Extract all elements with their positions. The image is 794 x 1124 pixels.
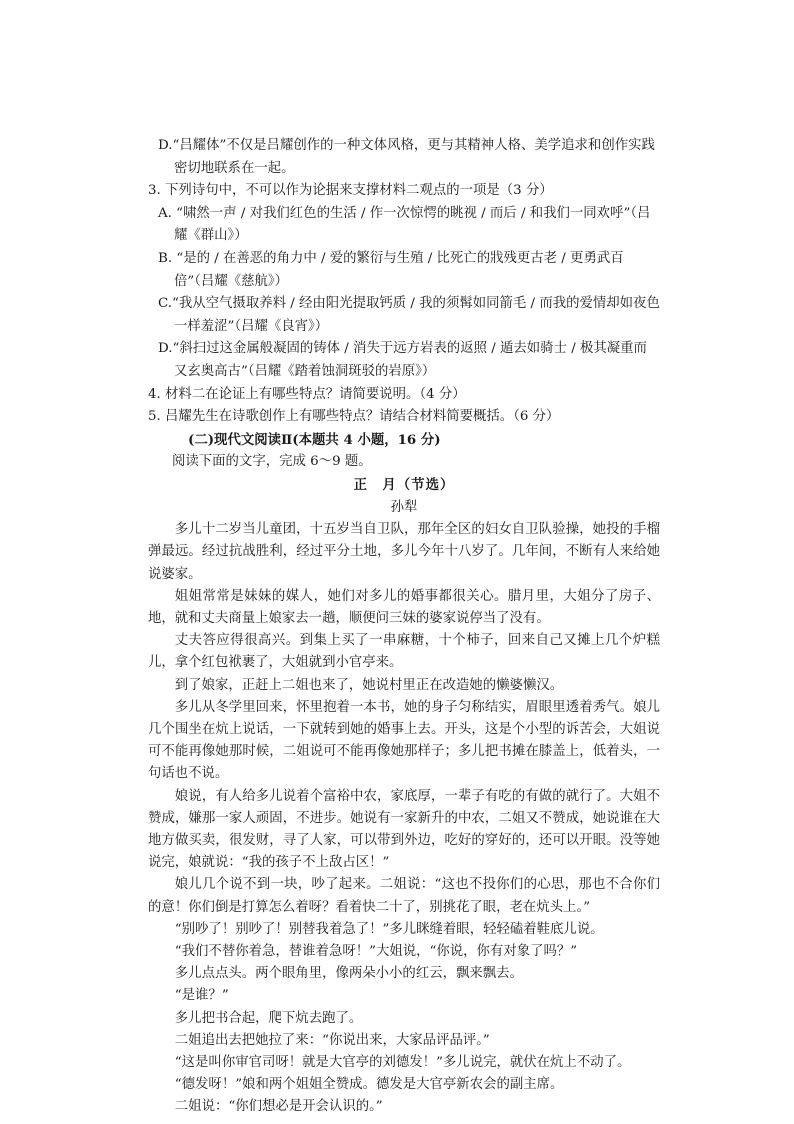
story-paragraph: “这是叫你审官司呀！就是大官亭的刘德发！”多儿说完，就伏在炕上不动了。 [174,1054,631,1070]
story-body [148,519,660,1118]
story-paragraph: “是谁？” [174,988,229,1004]
story-paragraph: 娘儿几个说不到一块，吵了起来。二姐说：“这也不投你们的心思，那也不合你们的意！你们倒是打算怎么着呀？看着快二十了，别挑花了眼，老在炕头上。” [148,877,660,915]
story-paragraph: 二姐追出去把她拉了来：“你说出来，大家品评品评。” [174,1032,490,1048]
story-paragraph: 姐姐常常是妹妹的媒人，她们对多儿的婚事都很关心。腊月里，大姐分了房子、地，就和丈夫商量上娘家去一趟，顺便问三妹的婆家说停当了没有。 [148,588,660,626]
question-3-option-a: A. “啸然一声 / 对我们红色的生活 / 作一次惊愕的眺视 / 而后 / 和我们一同欢呼”（吕耀《群山》） [158,205,651,244]
story-title: 正 月（节选） [353,476,455,493]
question-3-option-b: B. “是的 / 在善恶的角力中 / 爱的繁衍与生殖 / 比死亡的戕残更古老 / 更勇武百倍”（吕耀《慈航》） [158,250,624,289]
story-paragraph: 丈夫答应得很高兴。到集上买了一串麻糖，十个柿子，回来自己又摊上几个炉糕儿，拿个红包袱裹了，大姐就到小官亭来。 [148,633,660,671]
story-author: 孙犁 [390,499,418,515]
section-heading: (二)现代文阅读Ⅱ(本题共 4 小题，16 分) [188,431,441,448]
story-paragraph: “我们不替你着急，替谁着急呀！”大姐说，“你说，你有对象了吗？” [174,943,578,959]
section-instruction: 阅读下面的文字，完成 6～9 题。 [172,454,372,470]
question-3-option-d: D.“斜扫过这金属般凝固的铸体 / 消失于远方岩表的返照 / 遁去如骑士 / 极其凝重而又玄奥高古”（吕耀《踏着蚀洞斑驳的岩原》） [158,341,647,379]
story-paragraph: 到了娘家，正赶上二姐也来了，她说村里正在改造她的懒婆懒汉。 [174,677,564,693]
story-paragraph: 多儿十二岁当儿童团，十五岁当自卫队，那年全区的妇女自卫队验操，她投的手榴弹最远。经过抗战胜利，经过平分土地，多儿今年十八岁了。几年间，不断有人来给她说婆家。 [148,522,660,582]
story-paragraph: 多儿从冬学里回来，怀里抱着一本书，她的身子匀称结实，眉眼里透着秀气。娘儿几个围坐在炕上说话，一下就转到她的婚事上去。开头，这是个小型的诉苦会，大姐说可不能再像她那时候，二姐说可不能再像她那样子；多儿把书摊在膝盖上，低着头，一句话也不说。 [148,699,660,782]
question-3-option-c: C.“我从空气摄取养料 / 经由阳光提取钙质 / 我的须髯如同箭毛 / 而我的爱情却如夜色一样羞涩”（吕耀《良宵》） [158,296,660,334]
story-paragraph: 多儿把书合起，爬下炕去跑了。 [174,1010,363,1026]
option-d-previous: D.“吕耀体”不仅是吕耀创作的一种文体风格，更与其精神人格、美学追求和创作实践密切地联系在一起。 [158,138,655,176]
question-5: 5. 吕耀先生在诗歌创作上有哪些特点？请结合材料简要概括。（6 分） [148,409,560,425]
story-paragraph: 二姐说：“你们想必是开会认识的。” [174,1099,383,1115]
story-paragraph: 多儿点点头。两个眼角里，像两朵小小的红云，飘来飘去。 [174,966,523,982]
page-content [148,135,660,1119]
story-paragraph: “德发呀！”娘和两个姐姐全赞成。德发是大官亭新农会的副主席。 [174,1077,564,1093]
story-paragraph: 娘说，有人给多儿说着个富裕中农，家底厚，一辈子有吃的有做的就行了。大姐不赞成，嫌那一家人顽固，不进步。她说有一家新升的中农，二姐又不赞成，她说谁在大地方做买卖，很发财，寻了人家，可以带到外边，吃好的穿好的，还可以开眼。没等她说完，娘就说：“我的孩子不上敌占区！” [148,788,660,871]
story-paragraph: “别吵了！别吵了！别替我着急了！”多儿眯缝着眼，轻轻磕着鞋底儿说。 [174,921,604,937]
question-4: 4. 材料二在论证上有哪些特点？请简要说明。（4 分） [148,386,466,402]
question-3: 3. 下列诗句中，不可以作为论据来支撑材料二观点的一项是（3 分） [148,183,553,199]
